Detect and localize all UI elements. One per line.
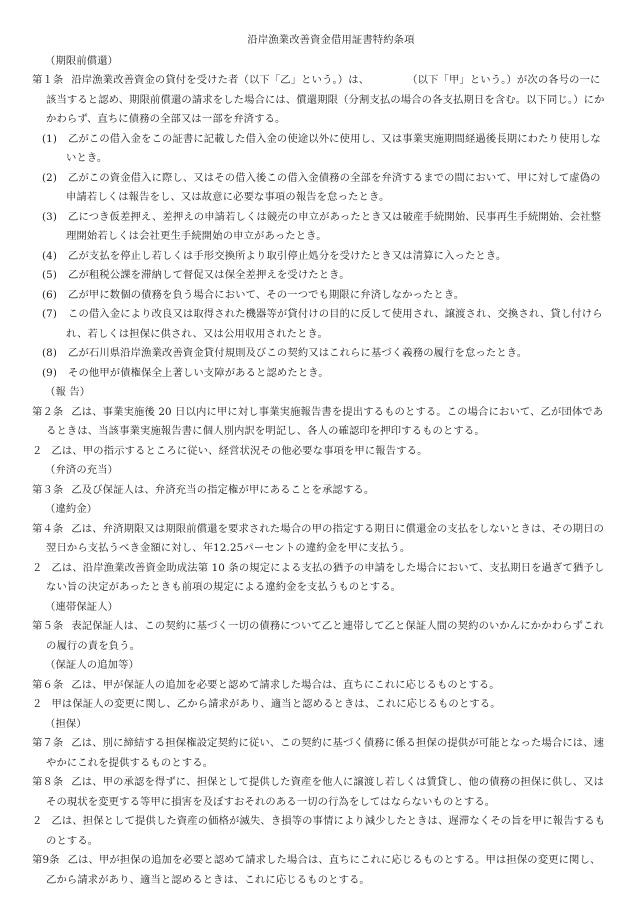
article-3-text: 乙及び保証人は、弁済充当の指定権が甲にあることを承認する。 bbox=[71, 483, 375, 496]
article-6 bbox=[32, 676, 610, 696]
article-number: 第３条 bbox=[32, 483, 64, 496]
article-8-paragraph-2 bbox=[32, 812, 610, 851]
article-7-text: 乙は、別に締結する担保権設定契約に従い、この契約に基づく債務に係る担保の提供が可能となった場合には、速やかにこれを提供するものとする。 bbox=[46, 737, 605, 769]
article-number: 第１条 bbox=[32, 74, 64, 86]
article-8-text: 乙は、甲の承認を得ずに、担保として提供した資産を他人に譲渡し若しくは賃貸し、他の債務の担保に供し、又はその現状を変更する等甲に損害を及ぼすおそれのある一切の行為をしてはならないものとする。 bbox=[46, 776, 605, 808]
article-3 bbox=[32, 481, 610, 501]
article-7 bbox=[32, 734, 610, 773]
item-text: 乙が支払を停止し若しくは手形交換所より取引停止処分を受けたとき又は清算に入ったとき。 bbox=[68, 249, 507, 262]
article-number: 第２条 bbox=[32, 405, 64, 418]
item-text: この借入金により改良又は取得された機器等が貸付けの目的に反して使用され、譲渡され、交換され、貸し付けられ、若しくは担保に供され、又は公用収用されたとき。 bbox=[66, 308, 603, 340]
article-number: 第４条 bbox=[32, 522, 64, 535]
item-number: (7) bbox=[42, 308, 58, 320]
article-1-text-b: （以下「甲」という。）が次の各号の一に該当すると認め、期限前償還の請求をした場合には、償還期限（分割支払の場合の各支払期日を含む。以下同じ。）にかかわらず、直ちに債務の全部又は一部を弁済する。 bbox=[46, 74, 605, 125]
article-2-paragraph-2 bbox=[32, 442, 610, 462]
list-item bbox=[32, 364, 610, 384]
article-5-text: 表記保証人は、この契約に基づく一切の債務について乙と連帯して乙と保証人間の契約のいかんにかかわらずこれの履行の責を負う。 bbox=[46, 620, 604, 652]
item-number: (2) bbox=[42, 171, 58, 184]
article-9 bbox=[32, 851, 610, 890]
item-number: (3) bbox=[42, 210, 58, 223]
article-8 bbox=[32, 773, 610, 812]
article-2 bbox=[32, 403, 610, 442]
article-number: 第６条 bbox=[32, 678, 64, 691]
heading-additional-guarantor: （保証人の追加等） bbox=[45, 659, 140, 671]
article-1 bbox=[32, 71, 610, 130]
item-text: 乙が租税公課を滞納して督促又は保全差押えを受けたとき。 bbox=[68, 269, 350, 281]
article-6-paragraph-2 bbox=[32, 695, 610, 715]
item-number: (1) bbox=[42, 132, 58, 145]
article-4-paragraph-2 bbox=[32, 559, 610, 598]
paragraph-number: ２ bbox=[32, 444, 43, 457]
list-item bbox=[32, 208, 610, 247]
item-number: (6) bbox=[42, 288, 58, 301]
article-4-text: 乙は、弁済期限又は期限前償還を要求された場合の甲の指定する期日に償還金の支払をしないときは、その期日の翌日から支払うべき金額に対し、年12.25パーセントの違約金を甲に支払う。 bbox=[46, 522, 605, 554]
list-item bbox=[32, 247, 610, 267]
list-item bbox=[32, 305, 610, 344]
article-4 bbox=[32, 520, 610, 559]
article-number: 第9条 bbox=[32, 854, 60, 866]
list-item bbox=[32, 286, 610, 306]
item-number: (4) bbox=[42, 249, 58, 262]
item-number: (5) bbox=[42, 269, 58, 281]
item-text: 乙がこの資金借入に際し、又はその借入後この借入金債務の全部を弁済するまでの間において、甲に対して虚偽の申請若しくは報告をし、又は故意に必要な事項の報告を怠ったとき。 bbox=[66, 171, 601, 203]
paragraph-text: 乙は、担保として提供した資産の価格が滅失、き損等の事情により減少したときは、遅滞なくその旨を甲に報告するものとする。 bbox=[46, 815, 606, 847]
item-text: 乙につき仮差押え、差押えの申請若しくは競売の申立があったとき又は破産手続開始、民事再生手続開始、会社整理開始若しくは会社更生手続開始の申立があったとき。 bbox=[66, 210, 602, 242]
heading-collateral: （担保） bbox=[45, 717, 87, 730]
article-number: 第７条 bbox=[32, 737, 64, 749]
item-number: (8) bbox=[42, 347, 58, 359]
heading-early-repayment: （期限前償還） bbox=[45, 54, 119, 67]
article-5 bbox=[32, 617, 610, 656]
paragraph-text: 甲は保証人の変更に関し、乙から請求があり、適当と認めるときは、これに応じるものとする。 bbox=[51, 698, 501, 710]
item-number: (9) bbox=[42, 366, 58, 379]
heading-joint-guarantor: （連帯保証人） bbox=[45, 600, 119, 613]
heading-penalty: （違約金） bbox=[45, 503, 98, 515]
paragraph-number: ２ bbox=[32, 561, 43, 574]
paragraph-number: ２ bbox=[32, 698, 43, 710]
list-item bbox=[32, 344, 610, 364]
item-text: 乙が石川県沿岸漁業改善資金貸付規則及びこの契約又はこれらに基づく義務の履行を怠ったとき。 bbox=[68, 347, 528, 359]
heading-report: （報 告） bbox=[45, 386, 91, 398]
article-2-text: 乙は、事業実施後 20 日以内に甲に対し事業実施報告書を提出するものとする。この場合において、乙が団体であるときは、当該事業実施報告書に個人別内訳を明記し、各人の確認印を押印するものとする。 bbox=[46, 405, 604, 437]
list-item bbox=[32, 130, 610, 169]
document-title: 沿岸漁業改善資金借用証書特約条項 bbox=[247, 34, 415, 46]
item-text: 乙がこの借入金をこの証書に記載した借入金の使途以外に使用し、又は事業実施期間経過後長期にわたり使用しないとき。 bbox=[66, 132, 601, 164]
article-number: 第５条 bbox=[32, 620, 64, 632]
paragraph-text: 乙は、甲の指示するところに従い、経営状況その他必要な事項を甲に報告する。 bbox=[51, 444, 428, 457]
heading-appropriation: （弁済の充当） bbox=[45, 464, 119, 476]
article-number: 第８条 bbox=[32, 776, 64, 788]
article-9-text: 乙は、甲が担保の追加を必要と認めて請求した場合は、直ちにこれに応じるものとする。甲は担保の変更に関し、乙から請求があり、適当と認めるときは、これに応じるものとする。 bbox=[46, 854, 601, 886]
item-text: 乙が甲に数個の債務を負う場合において、その一つでも期限に弁済しなかったとき。 bbox=[68, 288, 465, 301]
list-item bbox=[32, 266, 610, 286]
article-6-text: 乙は、甲が保証人の追加を必要と認めて請求した場合は、直ちにこれに応じるものとする。 bbox=[71, 678, 500, 691]
article-1-text-a: 沿岸漁業改善資金の貸付を受けた者（以下「乙」という。）は、 bbox=[71, 74, 370, 86]
paragraph-text: 乙は、沿岸漁業改善資金助成法第 10 条の規定による支払の猶予の申請をした場合において、支払期日を過ぎて猶予しない旨の決定があったときも前項の規定による違約金を支払うものとする。 bbox=[46, 561, 605, 593]
item-text: その他甲が債権保全上著しい支障があると認めたとき。 bbox=[68, 366, 329, 379]
paragraph-number: ２ bbox=[32, 815, 43, 827]
list-item bbox=[32, 169, 610, 208]
